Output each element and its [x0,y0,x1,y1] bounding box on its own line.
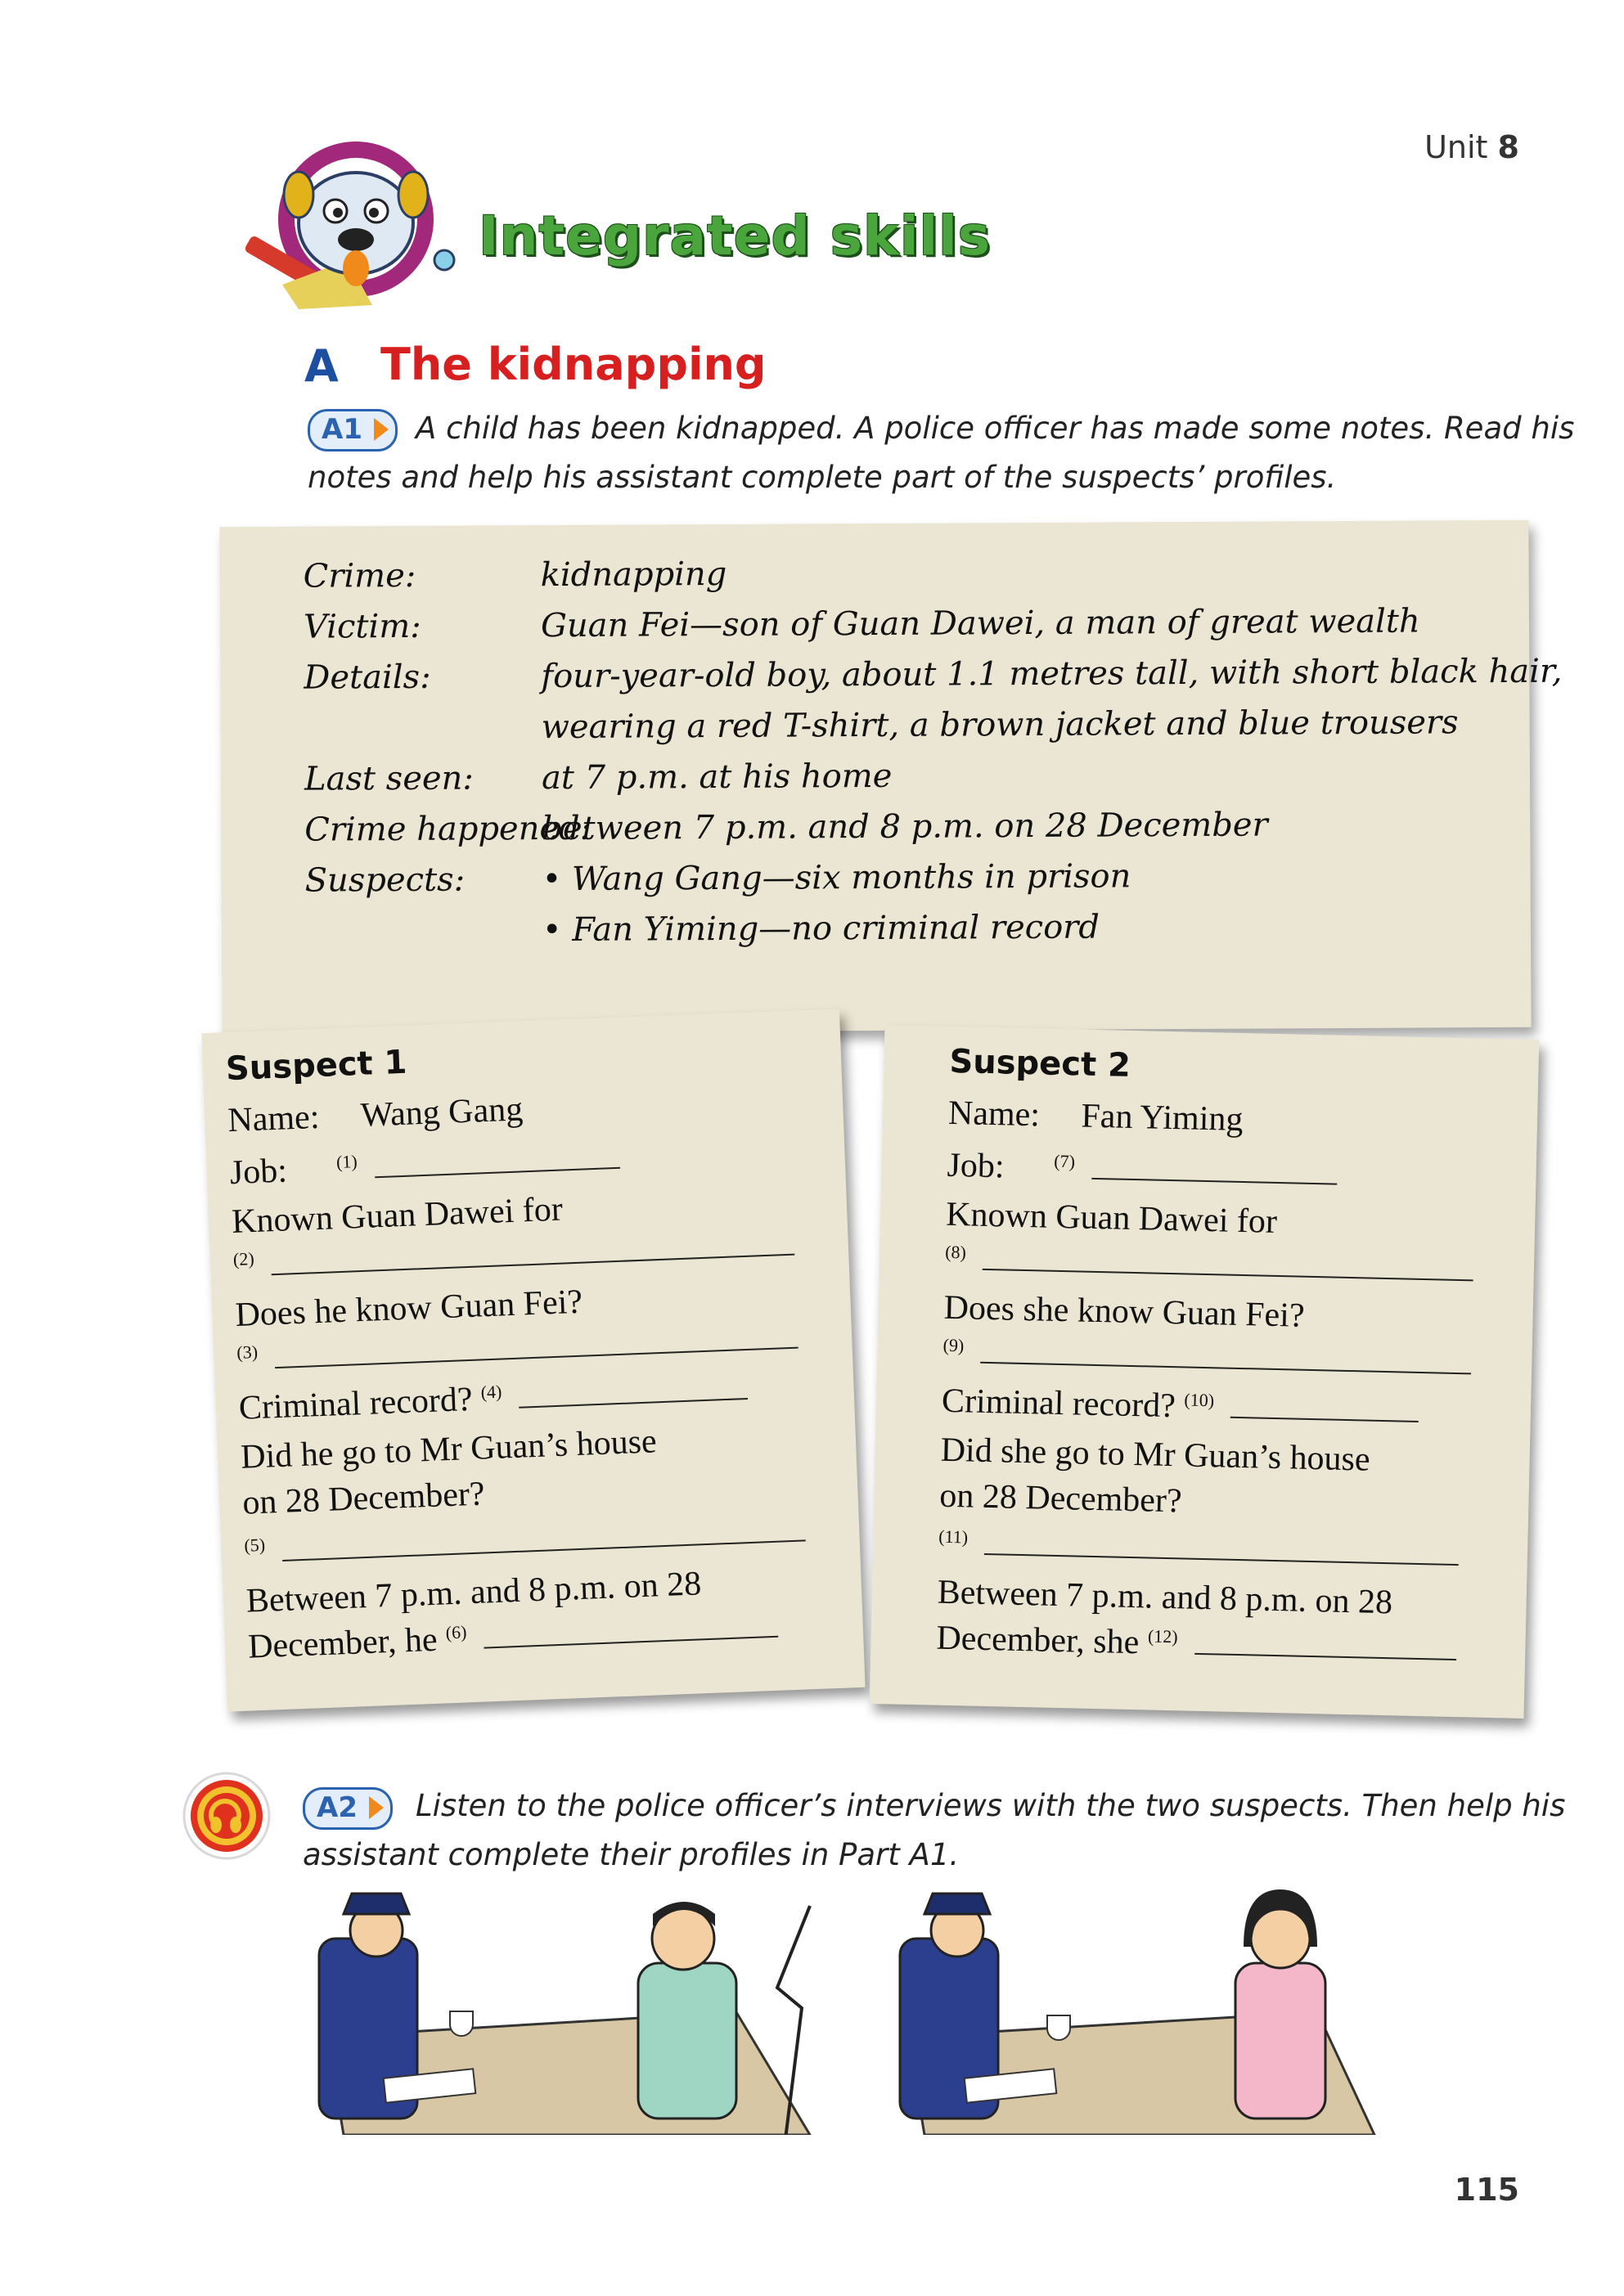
suspect2-between-label-line2: December, she [936,1619,1140,1662]
arrow-right-icon [369,1796,384,1819]
suspect2-note: • Fan Yiming—no criminal record [542,908,1100,950]
blank-2-number: (2) [232,1248,255,1269]
interview-illustrations [311,1889,1391,2135]
suspect2-known-label: Known Guan Dawei for [945,1195,1278,1241]
police-notes [219,520,1563,1034]
page-number: 115 [1454,2172,1519,2208]
blank-4[interactable] [518,1370,748,1409]
details-value-line2: wearing a red T-shirt, a brown jacket and blue trousers [541,703,1459,747]
interview-scene-1 [319,1894,810,2135]
blank-9-number: (9) [942,1334,965,1356]
blank-8[interactable] [983,1241,1474,1282]
victim-label: Victim: [303,607,421,646]
suspect1-name-value: Wang Gang [359,1090,524,1135]
crime-happened-value: between 7 p.m. and 8 p.m. on 28 December [542,806,1268,848]
suspect1-between-label-line2: December, he [247,1620,439,1666]
suspect1-went-label-line1: Did he go to Mr Guan’s house [240,1422,658,1476]
a2-instruction-line2: assistant complete their profiles in Part A1. [303,1837,960,1872]
blank-3-number: (3) [236,1341,259,1363]
blank-5-number: (5) [243,1534,266,1556]
suspect2-card [870,1025,1540,1719]
last-seen-label: Last seen: [304,759,474,798]
suspect1-note: • Wang Gang—six months in prison [542,857,1131,899]
blank-5[interactable] [281,1512,806,1561]
blank-12[interactable] [1194,1625,1457,1660]
arrow-right-icon [374,418,389,441]
blank-4-number: (4) [480,1381,502,1403]
suspect2-title: Suspect 2 [949,1042,1131,1085]
details-label: Details: [304,658,431,697]
a1-instruction-line1: A child has been kidnapped. A police officer has made some notes. Read his [416,411,1575,446]
suspect2-job-label: Job: [947,1146,1005,1186]
suspect2-between-label-line1: Between 7 p.m. and 8 p.m. on 28 [937,1573,1393,1622]
details-value-line1: four-year-old boy, about 1.1 metres tall, with short black hair, [541,652,1563,696]
blank-11-number: (11) [938,1525,969,1548]
blank-10-number: (10) [1184,1389,1215,1411]
a2-badge [303,1787,393,1830]
suspect2-name-value: Fan Yiming [1080,1097,1244,1139]
blank-12-number: (12) [1147,1625,1178,1647]
blank-1[interactable] [374,1139,620,1178]
blank-8-number: (8) [944,1241,967,1263]
blank-6-number: (6) [445,1621,467,1643]
a1-instruction-line2: notes and help his assistant complete part of the suspects’ profiles. [308,460,1337,495]
suspect1-went-label-line2: on 28 December? [241,1475,486,1522]
suspect2-record-label: Criminal record? [941,1382,1176,1426]
blank-1-number: (1) [335,1151,358,1173]
section-title: The kidnapping [380,339,767,390]
suspect1-card [201,1009,865,1711]
blank-6[interactable] [483,1608,778,1649]
last-seen-value: at 7 p.m. at his home [541,757,893,798]
a2-instruction-line1: Listen to the police officer’s interviews with the two suspects. Then help his [416,1788,1566,1823]
suspect2-went-label-line1: Did she go to Mr Guan’s house [940,1431,1371,1479]
suspect1-name-label: Name: [227,1098,321,1140]
crime-happened-label: Crime happened: [304,809,592,849]
a1-badge [308,409,398,452]
a2-badge-label: A2 [317,1791,358,1824]
section-letter: A [304,340,339,392]
listening-headphones-icon [182,1771,272,1861]
crime-value: kidnapping [540,555,727,595]
suspect1-known-label: Known Guan Dawei for [231,1190,564,1242]
suspect2-went-label-line2: on 28 December? [938,1476,1183,1521]
blank-7[interactable] [1091,1150,1338,1185]
suspect2-name-label: Name: [947,1094,1041,1135]
suspect1-job-label: Job: [229,1152,288,1193]
suspect1-title: Suspect 1 [225,1043,408,1089]
unit-label [1424,129,1519,165]
suspect2-know-fei-label: Does she know Guan Fei? [943,1288,1306,1335]
page-title: Integrated skills [479,204,992,267]
suspect1-between-label-line1: Between 7 p.m. and 8 p.m. on 28 [245,1565,702,1620]
unit-number: 8 [1497,129,1519,165]
blank-9[interactable] [980,1334,1472,1375]
blank-10[interactable] [1230,1389,1419,1422]
suspect1-know-fei-label: Does he know Guan Fei? [234,1283,583,1334]
mascot-dog-icon [233,137,483,313]
crime-label: Crime: [303,556,416,595]
suspect1-record-label: Criminal record? [238,1380,474,1427]
blank-7-number: (7) [1054,1150,1076,1172]
unit-prefix: Unit [1424,129,1488,165]
blank-11[interactable] [984,1525,1460,1566]
victim-value: Guan Fei—son of Guan Dawei, a man of great wealth [540,602,1420,645]
suspects-label: Suspects: [304,860,466,900]
a1-badge-label: A1 [322,413,362,446]
interview-scene-2 [900,1889,1374,2135]
